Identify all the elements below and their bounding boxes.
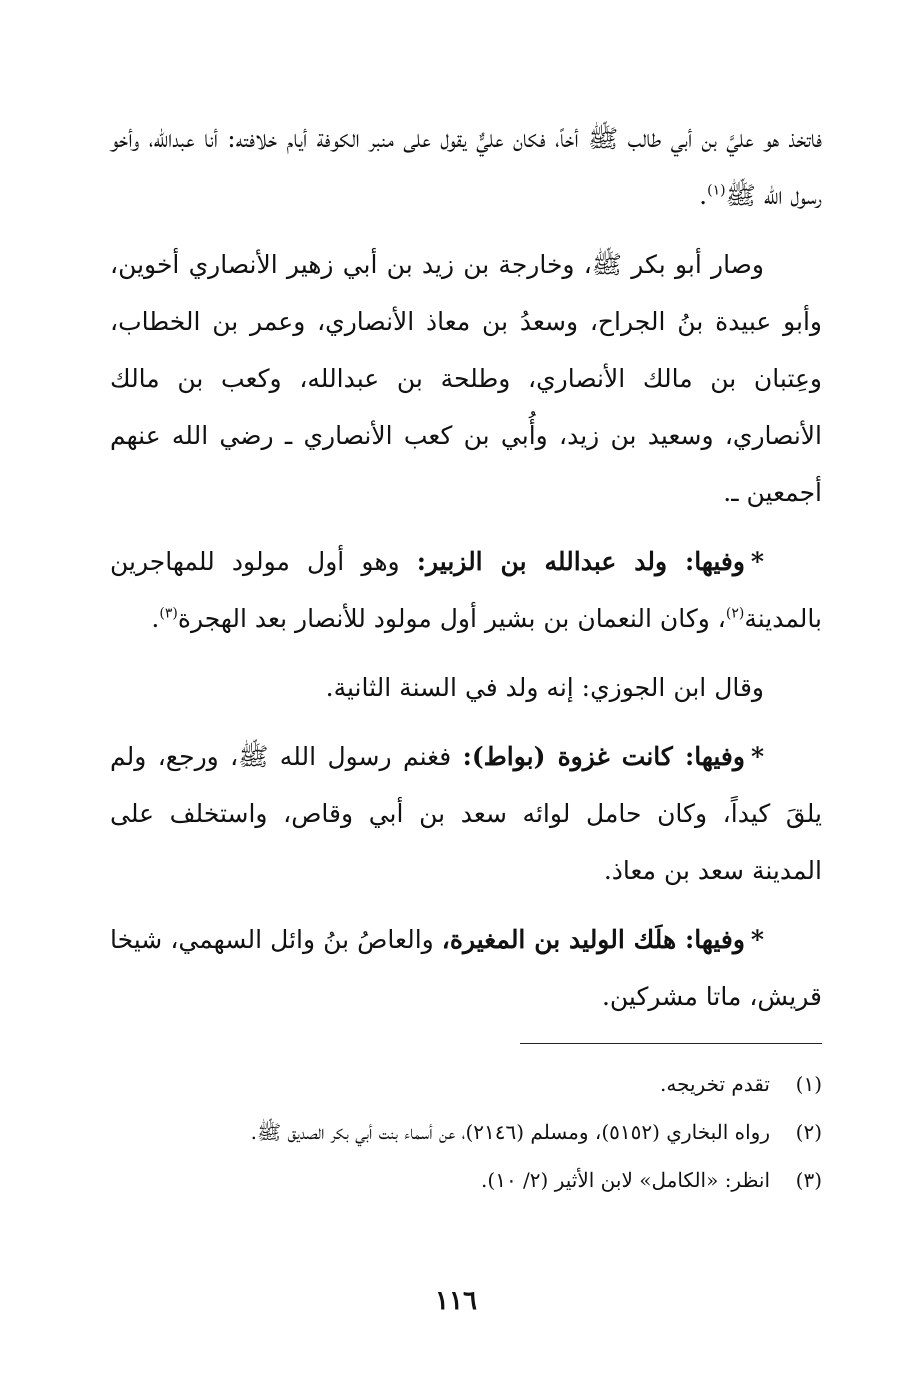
paragraph-6 [110,911,822,1025]
page-number: ١١٦ [435,1286,477,1316]
paragraph-4-text: وقال ابن الجوزي: إنه ولد في السنة الثانية. [325,673,764,702]
footnote-ref-2[interactable]: (٢) [725,605,745,622]
paragraph-3-tail: . [151,604,160,633]
paragraph-3-text-2: ، وكان النعمان بن بشير أول مولود للأنصار بعد الهجرة [177,604,726,633]
paragraph-3-text: وهو أول مولود للمهاجرين بالمدينة [110,547,822,633]
bullet-star-icon: * [750,925,764,954]
footnote-text: انظر: «الكامل» لابن الأثير (٢/ ١٠). [481,1168,770,1192]
paragraph-6-heading: وفيها: هلَك الوليد بن المغيرة، [441,925,745,954]
paragraph-3-heading: وفيها: ولد عبدالله بن الزبير: [416,547,745,576]
paragraph-2-text: وصار أبو بكر ﷺ، وخارجة بن زيد بن أبي زهير الأنصاري أخوين، وأبو عبيدة بنُ الجراح، وسعدُ بن معاذ الأنصاري، وعمر بن الخطاب، وعِتبان بن مالك الأنصاري، وطلحة بن عبدالله، وكعب بن مالك الأنصاري، وسعيد بن زيد، وأُبي بن كعب الأنصاري ـ رضي الله عنهم أجمعين ـ. [110,250,823,507]
paragraph-5-text: فغنم رسول الله ﷺ، ورجع، ولم يلقَ كيداً، وكان حامل لوائه سعد بن أبي وقاص، واستخلف على المدينة سعد بن معاذ. [110,742,822,885]
paragraph-5 [110,728,822,899]
footnote-2 [110,1110,822,1154]
footnote-1 [110,1062,822,1106]
paragraph-3 [110,533,822,647]
paragraph-4 [110,659,822,716]
paragraph-6-text: والعاصُ بنُ وائل السهمي، شيخا قريش، ماتا مشركين. [110,925,822,1011]
footnote-ref-1[interactable]: (١) [707,182,726,199]
footnote-text: رواه البخاري (٥١٥٢)، ومسلم (٢١٤٦)، عن أسماء بنت أبي بكر الصديق ﷺ. [250,1120,770,1144]
footnote-ref-3[interactable]: (٣) [159,605,178,622]
footnote-divider [520,1043,822,1044]
paragraph-1-tail: . [699,181,708,210]
footnote-number: (٣) [795,1168,822,1192]
footnote-number: (١) [795,1072,822,1096]
footnote-text: تقدم تخريجه. [660,1072,770,1096]
paragraph-5-heading: وفيها: كانت غزوة (بواط): [462,742,745,771]
paragraph-1-text: فاتخذ هو عليَّ بن أبي طالب ﷺ أخاً، فكان عليٌّ يقول على منبر الكوفة أيام خلافته: أنا عبدالله، وأخو رسول الله ﷺ [110,124,822,210]
bullet-star-icon: * [750,742,765,771]
paragraph-1 [110,110,822,224]
footnotes [110,1062,822,1206]
footnote-number: (٢) [795,1120,822,1144]
main-text [110,110,822,1037]
footnote-3 [110,1158,822,1202]
paragraph-2 [110,236,822,521]
bullet-star-icon: * [750,547,764,576]
